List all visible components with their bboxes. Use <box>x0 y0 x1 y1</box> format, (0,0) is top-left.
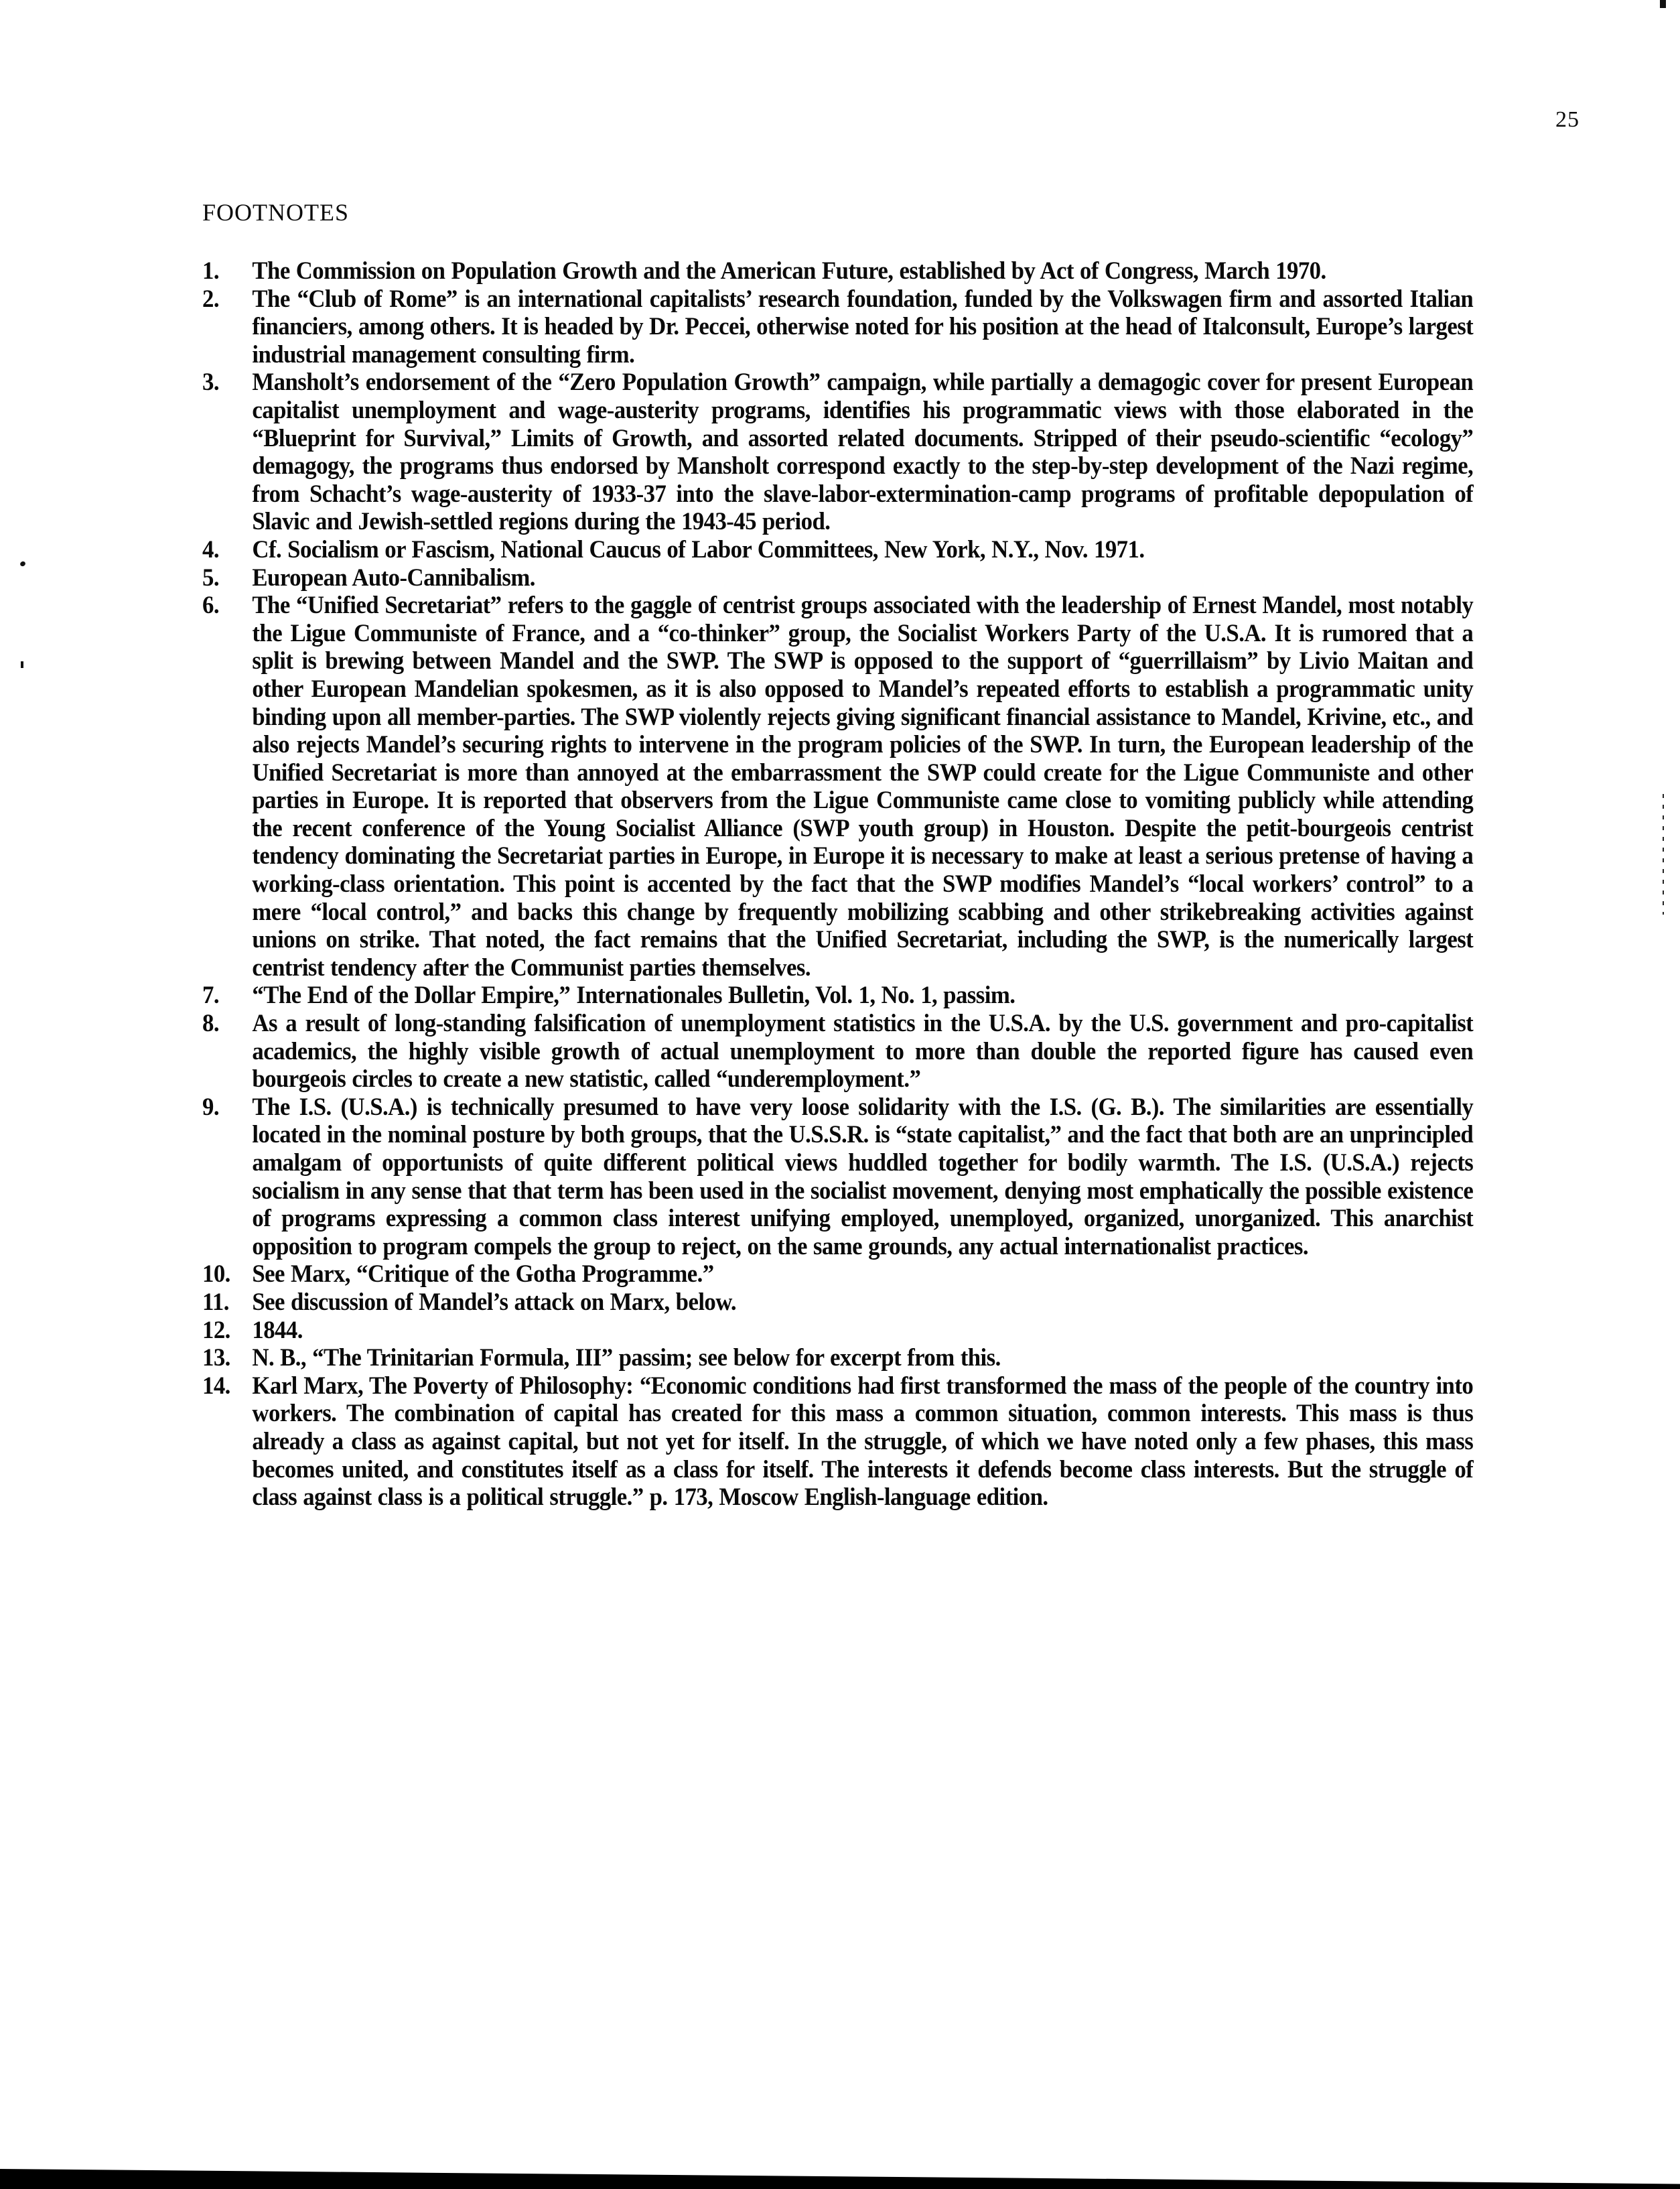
footnote-14 <box>202 1372 1473 1512</box>
footnote-9 <box>202 1093 1473 1261</box>
scan-edge-bar <box>0 2169 1680 2189</box>
footnote-number: 5. <box>202 563 219 592</box>
scan-artifact-mark <box>19 560 26 567</box>
footnote-6 <box>202 592 1473 982</box>
footnote-3 <box>202 369 1473 536</box>
footnote-number: 6. <box>202 592 219 620</box>
footnote-number: 3. <box>202 369 219 397</box>
footnote-text: The Commission on Population Growth and the American Future, established by Act of Congress, March 1970. <box>252 257 1326 285</box>
footnote-text: The I.S. (U.S.A.) is technically presumed to have very loose solidarity with the I.S. (G. B.). The similarities are essentially located in the nominal posture by both groups, that the U.S.S.R. is “state capitalist,” and the fact that both are an unprincipled amalgam of opportunists of quite different political views huddled together for bodily warmth. The I.S. (U.S.A.) rejects socialism in any sense that that term has been used in the socialist movement, denying most emphatically the possible existence of programs expressing a common class interest unifying employed, unemployed, organized, unorganized. This anarchist opposition to program compels the group to reject, on the same grounds, any actual internationalist practices. <box>252 1093 1474 1260</box>
section-heading: FOOTNOTES <box>202 199 350 226</box>
scan-artifact-mark <box>21 661 23 668</box>
footnote-text: See discussion of Mandel’s attack on Marx, below. <box>252 1288 737 1316</box>
footnote-7 <box>202 982 1473 1010</box>
footnote-text: Mansholt’s endorsement of the “Zero Population Growth” campaign, while partially a demagogic cover for present European capitalist unemployment and wage-austerity programs, identifies his programmatic views with those elaborated in the “Blueprint for Survival,” Limits of Growth, and assorted related documents. Stripped of their pseudo-scientific “ecology” demagogy, the programs thus endorsed by Mansholt correspond exactly to the step-by-step development of the Nazi regime, from Schacht’s wage-austerity of 1933-37 into the slave-labor-extermination-camp programs of profitable depopulation of Slavic and Jewish-settled regions during the 1943-45 period. <box>252 369 1474 536</box>
footnote-text: 1844. <box>252 1316 303 1344</box>
footnote-number: 1. <box>202 257 219 285</box>
scan-artifact-mark <box>1660 0 1666 8</box>
footnote-12 <box>202 1317 1473 1345</box>
footnote-number: 4. <box>202 535 219 563</box>
footnote-number: 7. <box>202 982 219 1010</box>
footnote-number: 11. <box>202 1288 229 1316</box>
footnote-10 <box>202 1260 1473 1288</box>
footnote-text: The “Club of Rome” is an international capitalists’ research foundation, funded by the Volkswagen firm and assorted Italian financiers, among others. It is headed by Dr. Peccei, otherwise noted for his position at the head of Italconsult, Europe’s largest industrial management consulting firm. <box>252 285 1474 369</box>
footnotes-list <box>202 257 1527 1512</box>
footnote-number: 10. <box>202 1260 230 1288</box>
footnote-5 <box>202 564 1473 592</box>
footnote-number: 13. <box>202 1344 230 1372</box>
footnote-number: 14. <box>202 1372 230 1400</box>
scan-artifact-strip <box>1663 794 1664 915</box>
footnote-1 <box>202 257 1473 285</box>
footnote-4 <box>202 536 1473 564</box>
footnote-number: 9. <box>202 1093 219 1121</box>
footnote-text: Karl Marx, The Poverty of Philosophy: “Economic conditions had first transformed the mass of the people of the country into workers. The combination of capital has created for this mass a common situation, common interests. This mass is thus already a class as against capital, but not yet for itself. In the struggle, of which we have noted only a few phases, this mass becomes united, and constitutes itself as a class for itself. The interests it defends become class interests. But the struggle of class against class is a political struggle.” p. 173, Moscow English-language edition. <box>252 1372 1474 1512</box>
footnote-text: Cf. Socialism or Fascism, National Caucus of Labor Committees, New York, N.Y., Nov. 1971. <box>252 535 1145 563</box>
footnote-number: 2. <box>202 285 219 313</box>
footnote-2 <box>202 285 1473 369</box>
footnote-number: 8. <box>202 1010 219 1038</box>
footnote-8 <box>202 1010 1473 1093</box>
page-number: 25 <box>1555 107 1580 132</box>
footnote-text: “The End of the Dollar Empire,” Internationales Bulletin, Vol. 1, No. 1, passim. <box>252 982 1016 1010</box>
footnote-11 <box>202 1288 1473 1317</box>
footnote-13 <box>202 1344 1473 1372</box>
footnote-number: 12. <box>202 1316 230 1344</box>
footnote-text: N. B., “The Trinitarian Formula, III” passim; see below for excerpt from this. <box>252 1344 1001 1372</box>
footnote-text: European Auto-Cannibalism. <box>252 563 535 592</box>
footnote-text: As a result of long-standing falsification of unemployment statistics in the U.S.A. by the U.S. government and pro-capitalist academics, the highly visible growth of actual unemployment to more than double the reported figure has caused even bourgeois circles to create a new statistic, called “underemployment.” <box>252 1010 1474 1093</box>
footnote-text: The “Unified Secretariat” refers to the gaggle of centrist groups associated with the leadership of Ernest Mandel, most notably the Ligue Communiste of France, and a “co-thinker” group, the Socialist Workers Party of the U.S.A. It is rumored that a split is brewing between Mandel and the SWP. The SWP is opposed to the support of “guerrillaism” by Livio Maitan and other European Mandelian spokesmen, as it is also opposed to Mandel’s repeated efforts to establish a programmatic unity binding upon all member-parties. The SWP violently rejects giving significant financial assistance to Mandel, Krivine, etc., and also rejects Mandel’s securing rights to intervene in the program policies of the SWP. In turn, the European leadership of the Unified Secretariat is more than annoyed at the embarrassment the SWP could create for the Ligue Communiste and other parties in Europe. It is reported that observers from the Ligue Communiste came close to vomiting publicly while attending the recent conference of the Young Socialist Alliance (SWP youth group) in Houston. Despite the petit-bourgeois centrist tendency dominating the Secretariat parties in Europe, in Europe it is necessary to make at least a serious pretense of having a working-class orientation. This point is accented by the fact that the SWP modifies Mandel’s “local workers’ control” to a mere “local control,” and backs this change by frequently mobilizing scabbing and other strikebreaking activities against unions on strike. That noted, the fact remains that the Unified Secretariat, including the SWP, is the numerically largest centrist tendency after the Communist parties themselves. <box>252 592 1474 982</box>
footnote-text: See Marx, “Critique of the Gotha Programme.” <box>252 1260 714 1288</box>
